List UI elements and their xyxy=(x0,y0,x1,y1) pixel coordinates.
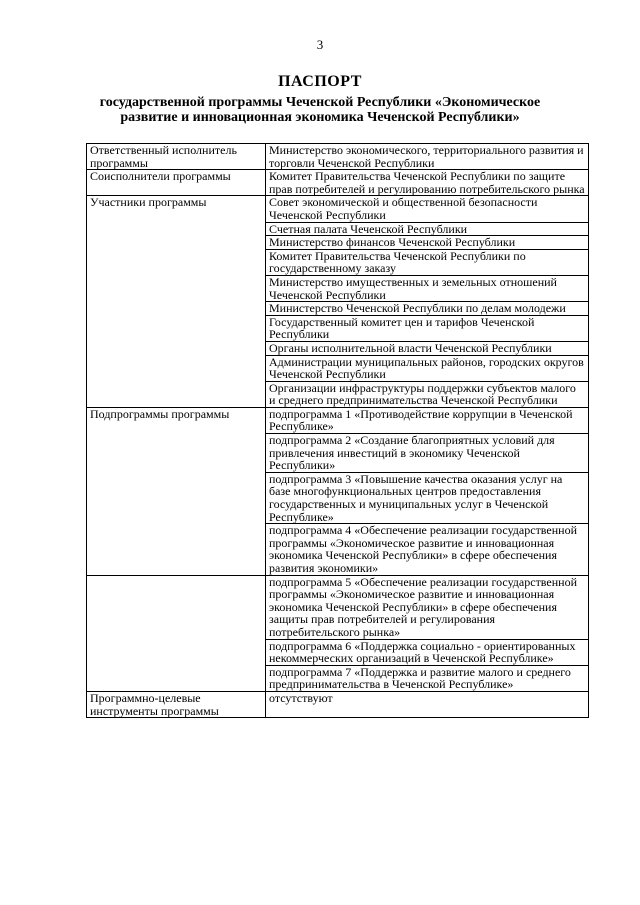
page-number: 3 xyxy=(316,37,324,52)
row-value: подпрограмма 4 «Обеспечение реализации государственной программы «Экономическое развитие и инновационная экономика Чеченской Республики» в сфере обеспечения развития экономики» xyxy=(266,524,589,575)
row-value: Органы исполнительной власти Чеченской Республики xyxy=(266,341,589,355)
row-label: Программно-целевые инструменты программы xyxy=(87,691,266,717)
table-row xyxy=(87,407,589,433)
document-title: ПАСПОРТ xyxy=(278,73,362,90)
row-label xyxy=(87,575,266,691)
row-value: Администрации муниципальных районов, городских округов Чеченской Республики xyxy=(266,355,589,381)
row-value: Министерство финансов Чеченской Республики xyxy=(266,236,589,250)
row-value: Совет экономической и общественной безопасности Чеченской Республики xyxy=(266,196,589,222)
row-value: Счетная палата Чеченской Республики xyxy=(266,222,589,236)
row-label: Участники программы xyxy=(87,196,266,408)
row-label: Ответственный исполнитель программы xyxy=(87,144,266,170)
table-row xyxy=(87,196,589,222)
row-value: Организации инфраструктуры поддержки субъектов малого и среднего предпринимательства Чеченской Республики xyxy=(266,381,589,407)
row-value: Комитет Правительства Чеченской Республики по государственному заказу xyxy=(266,249,589,275)
row-value: отсутствуют xyxy=(266,691,589,717)
row-value: Министерство Чеченской Республики по делам молодежи xyxy=(266,302,589,316)
row-value: подпрограмма 7 «Поддержка и развитие малого и среднего предпринимательства в Чеченской Республике» xyxy=(266,665,589,691)
table-row xyxy=(87,691,589,717)
row-value: подпрограмма 2 «Создание благоприятных условий для привлечения инвестиций в экономику Чеченской Республики» xyxy=(266,434,589,473)
table-row xyxy=(87,170,589,196)
row-value: Министерство имущественных и земельных отношений Чеченской Республики xyxy=(266,275,589,301)
table-row xyxy=(87,575,589,639)
row-value: подпрограмма 5 «Обеспечение реализации государственной программы «Экономическое развитие и инновационная экономика Чеченской Республики» в сфере обеспечения защиты прав потребителей и регулирования потребительского рынка» xyxy=(266,575,589,639)
passport-table xyxy=(86,143,589,718)
row-value: подпрограмма 1 «Противодействие коррупции в Чеченской Республике» xyxy=(266,407,589,433)
row-value: Министерство экономического, территориального развития и торговли Чеченской Республики xyxy=(266,144,589,170)
row-value: Комитет Правительства Чеченской Республики по защите прав потребителей и регулированию потребительского рынка xyxy=(266,170,589,196)
row-label: Подпрограммы программы xyxy=(87,407,266,575)
document-subtitle: государственной программы Чеченской Республики «Экономическое развитие и инновационная экономика Чеченской Республики» xyxy=(99,95,541,125)
row-value: подпрограмма 3 «Повышение качества оказания услуг на базе многофункциональных центров предоставления государственных и муниципальных услуг в Чеченской Республике» xyxy=(266,472,589,523)
row-label: Соисполнители программы xyxy=(87,170,266,196)
row-value: подпрограмма 6 «Поддержка социально - ориентированных некоммерческих организаций в Чеченской Республике» xyxy=(266,639,589,665)
table-row xyxy=(87,144,589,170)
row-value: Государственный комитет цен и тарифов Чеченской Республики xyxy=(266,315,589,341)
